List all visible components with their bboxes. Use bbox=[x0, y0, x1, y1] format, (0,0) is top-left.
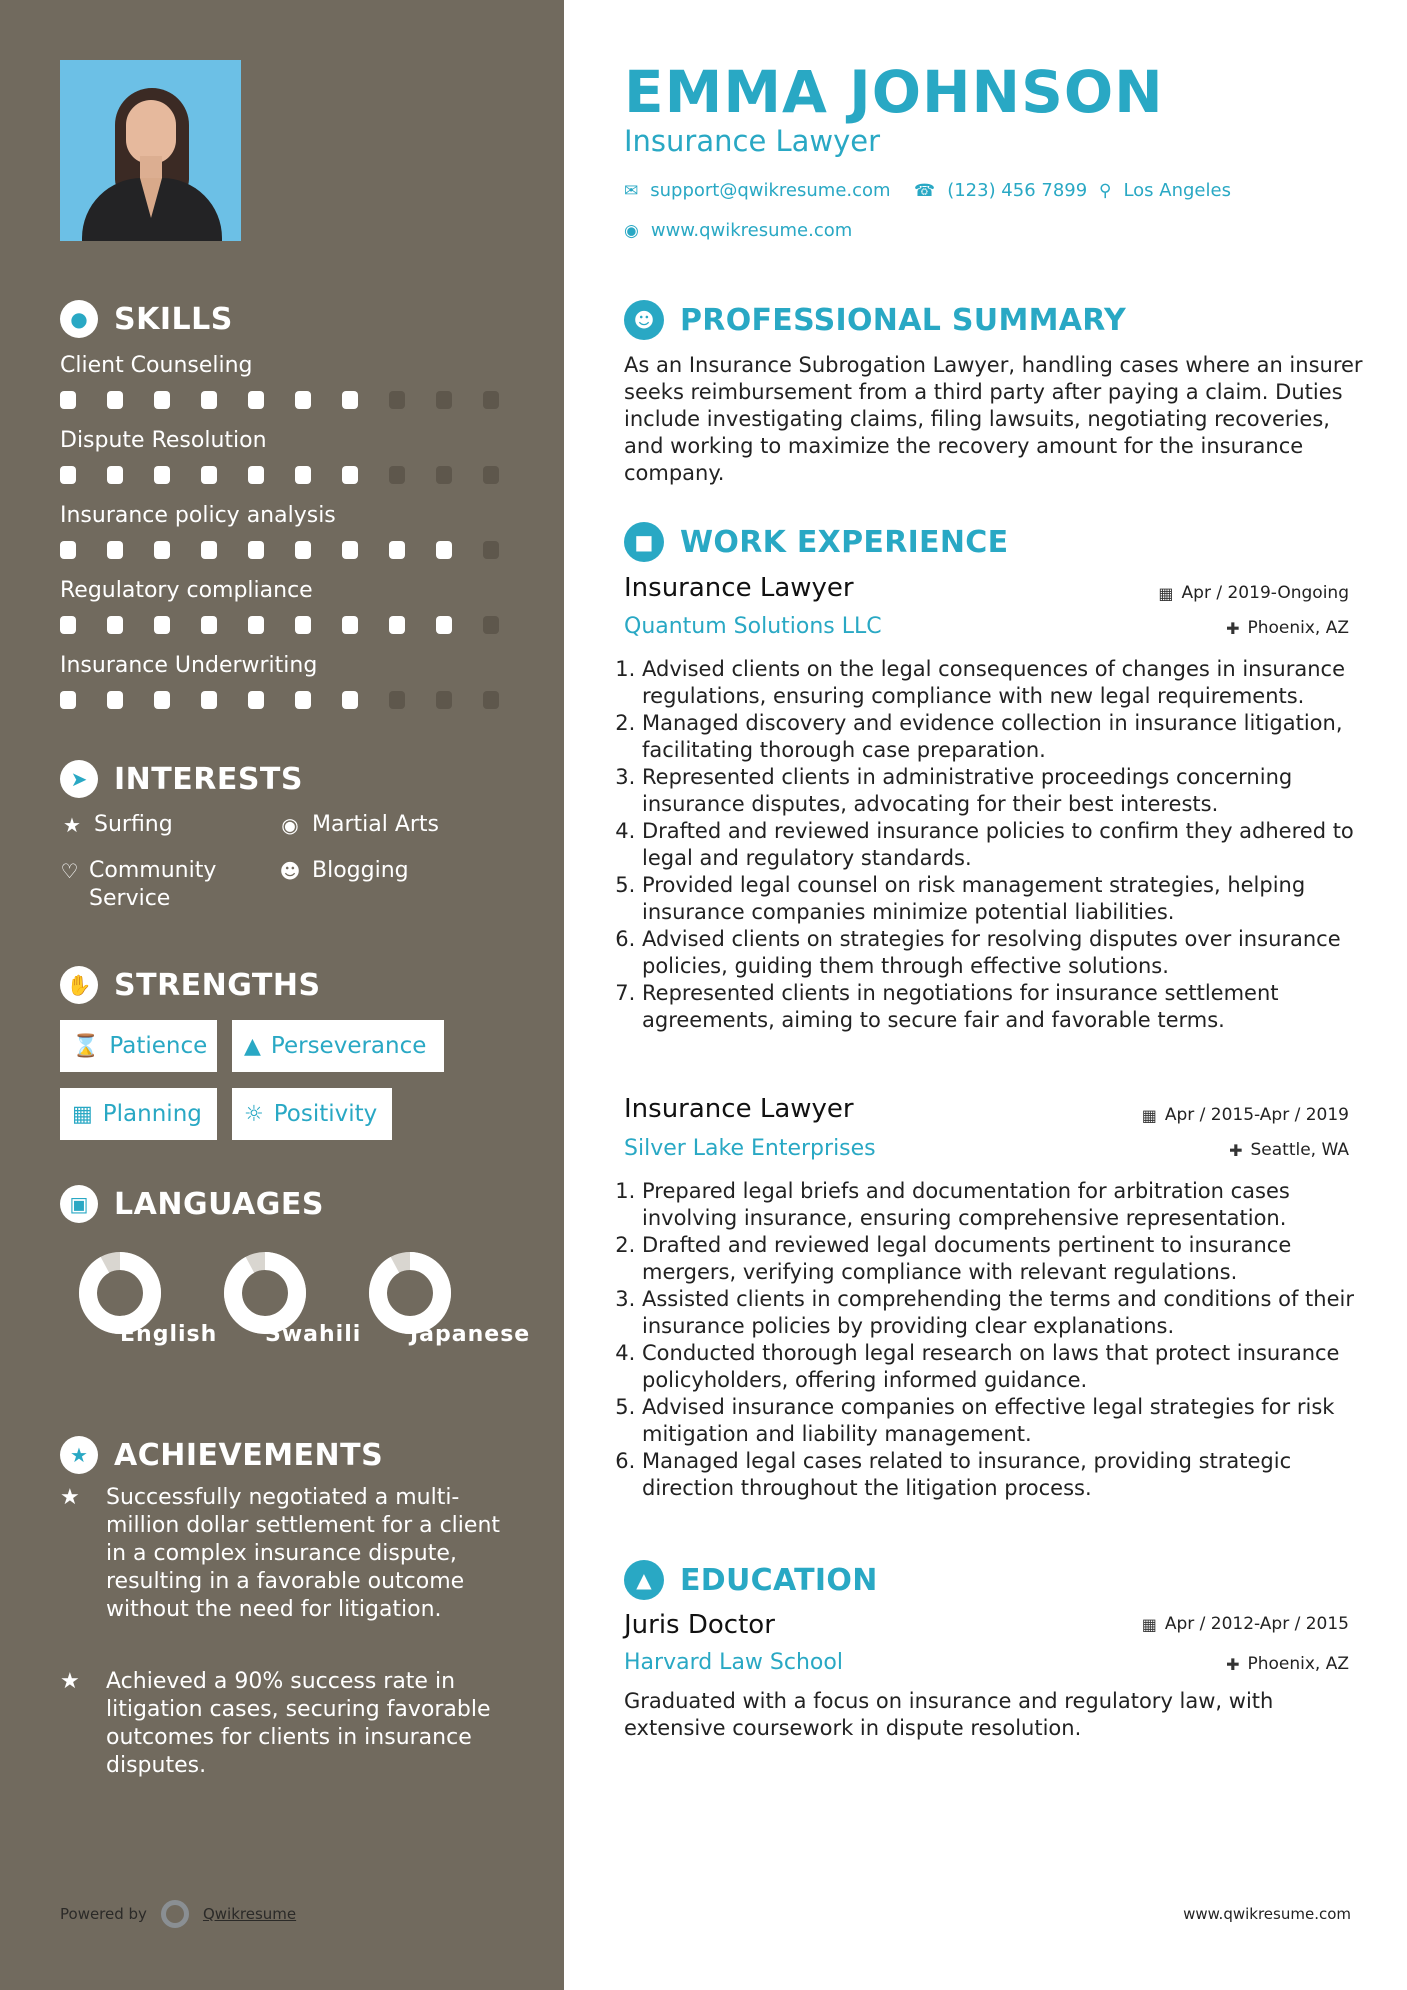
skill-dot bbox=[60, 541, 76, 559]
skill-dot bbox=[107, 541, 123, 559]
interest-item: ◉ Martial Arts bbox=[278, 811, 439, 839]
skill-rating bbox=[60, 616, 499, 634]
skill-dot bbox=[389, 691, 405, 709]
briefcase-icon: ■ bbox=[624, 522, 664, 562]
experience-heading: ■ WORK EXPERIENCE bbox=[624, 522, 1008, 562]
skill-dot bbox=[107, 616, 123, 634]
strength-tag: ⌛ Patience bbox=[60, 1020, 217, 1072]
skill-dot bbox=[342, 616, 358, 634]
skill-dot bbox=[201, 541, 217, 559]
shooting-star-icon: ★ bbox=[60, 1485, 80, 1510]
achievements-heading: ★ ACHIEVEMENTS bbox=[60, 1436, 383, 1474]
globe-icon: ◉ bbox=[281, 813, 299, 837]
calendar-icon: ▦ bbox=[1141, 1614, 1157, 1634]
skill-dot bbox=[154, 616, 170, 634]
skill-dot bbox=[389, 541, 405, 559]
skill-dot bbox=[342, 466, 358, 484]
job-bullet: 1. Advised clients on the legal consequences of changes in insurance regulations, ensuring compliance with new legal requirements. bbox=[642, 656, 1374, 710]
language-icon: ▣ bbox=[60, 1185, 98, 1223]
strength-tag: ▲ Perseverance bbox=[232, 1020, 444, 1072]
skill-label: Regulatory compliance bbox=[60, 578, 313, 603]
sun-icon: ☼ bbox=[244, 1101, 264, 1127]
skill-dot bbox=[342, 541, 358, 559]
strength-tag: ☼ Positivity bbox=[232, 1088, 392, 1140]
interests-heading: ➤ INTERESTS bbox=[60, 760, 303, 798]
skills-heading: ● SKILLS bbox=[60, 300, 233, 338]
pin-icon: ✚ bbox=[1229, 1140, 1243, 1160]
skill-dot bbox=[295, 466, 311, 484]
school: Harvard Law School bbox=[624, 1650, 843, 1675]
education-heading: ▲ EDUCATION bbox=[624, 1560, 878, 1600]
pin-icon: ✚ bbox=[1226, 618, 1240, 638]
contact-email[interactable]: ✉ support@qwikresume.com bbox=[624, 180, 891, 201]
shooting-star-icon: ★ bbox=[60, 1669, 80, 1694]
skill-dot bbox=[436, 616, 452, 634]
skill-dot bbox=[60, 391, 76, 409]
skill-dot bbox=[483, 616, 499, 634]
road-icon: ▲ bbox=[244, 1033, 261, 1059]
skill-dot bbox=[436, 541, 452, 559]
skill-dot bbox=[201, 391, 217, 409]
job-bullet: 4. Conducted thorough legal research on laws that protect insurance policyholders, offering informed guidance. bbox=[642, 1340, 1374, 1394]
skill-dot bbox=[248, 616, 264, 634]
envelope-icon: ✉ bbox=[624, 180, 639, 201]
job-title: Insurance Lawyer bbox=[624, 573, 854, 603]
lightbulb-icon: ● bbox=[60, 300, 98, 338]
skill-dot bbox=[483, 466, 499, 484]
skill-dot bbox=[201, 616, 217, 634]
summary-heading: ☻ PROFESSIONAL SUMMARY bbox=[624, 300, 1126, 340]
languages-heading: ▣ LANGUAGES bbox=[60, 1185, 324, 1223]
skill-dot bbox=[295, 616, 311, 634]
language-item: Japanese bbox=[350, 1250, 470, 1336]
skill-dot bbox=[295, 541, 311, 559]
job-bullet: 5. Provided legal counsel on risk management strategies, helping insurance companies minimize potential liabilities. bbox=[642, 872, 1374, 926]
pin-icon: ✚ bbox=[1226, 1654, 1240, 1674]
map-pin-icon: ⚲ bbox=[1099, 180, 1112, 201]
skill-dot bbox=[436, 691, 452, 709]
job-bullet: 5. Advised insurance companies on effective legal strategies for risk mitigation and liability management. bbox=[642, 1394, 1374, 1448]
star-icon: ★ bbox=[63, 813, 81, 837]
heart-icon: ♡ bbox=[60, 859, 79, 883]
interest-item: ♡ Community Service bbox=[60, 858, 217, 911]
contact-phone[interactable]: ☎ (123) 456 7899 bbox=[914, 180, 1088, 201]
language-item: Swahili bbox=[205, 1250, 325, 1336]
profile-photo bbox=[60, 60, 241, 241]
summary-text: As an Insurance Subrogation Lawyer, handling cases where an insurer seeks reimbursement from a third party after paying a claim. Duties include investigating claims, filing lawsuits, negotiating recoveries, and working to maximize the recovery amount for the insurance company. bbox=[624, 353, 1363, 485]
interest-item: ★ Surfing bbox=[60, 811, 173, 839]
job-bullet: 2. Managed discovery and evidence collection in insurance litigation, facilitating thorough case preparation. bbox=[642, 710, 1374, 764]
fist-icon: ✋ bbox=[60, 966, 98, 1004]
users-icon: ☻ bbox=[279, 859, 301, 883]
skill-rating bbox=[60, 691, 499, 709]
user-icon: ☻ bbox=[624, 300, 664, 340]
skill-dot bbox=[154, 466, 170, 484]
job-bullet: 3. Represented clients in administrative proceedings concerning insurance disputes, advocating for their best interests. bbox=[642, 764, 1374, 818]
candidate-name: EMMA JOHNSON bbox=[624, 58, 1164, 126]
language-item: English bbox=[60, 1250, 180, 1336]
job-bullet: 1. Prepared legal briefs and documentation for arbitration cases involving insurance, ensuring comprehensive representation. bbox=[642, 1178, 1374, 1232]
brand-link[interactable]: Qwikresume bbox=[202, 1905, 297, 1923]
skill-dot bbox=[107, 391, 123, 409]
skill-dot bbox=[389, 391, 405, 409]
calendar-icon: ▦ bbox=[72, 1101, 93, 1127]
skill-dot bbox=[342, 691, 358, 709]
job-company: Quantum Solutions LLC bbox=[624, 614, 882, 639]
sidebar bbox=[0, 0, 564, 1990]
skill-dot bbox=[201, 466, 217, 484]
contact-website[interactable]: ◉ www.qwikresume.com bbox=[624, 220, 853, 241]
education-location: ✚ Phoenix, AZ bbox=[1226, 1654, 1349, 1674]
qwikresume-logo-icon bbox=[161, 1900, 189, 1928]
skill-dot bbox=[248, 466, 264, 484]
strength-tag: ▦ Planning bbox=[60, 1088, 217, 1140]
job-bullet: 4. Drafted and reviewed insurance policies to confirm they adhered to legal and regulatory standards. bbox=[642, 818, 1374, 872]
calendar-icon: ▦ bbox=[1141, 1105, 1157, 1125]
skill-dot bbox=[248, 691, 264, 709]
skill-dot bbox=[295, 691, 311, 709]
skill-rating bbox=[60, 391, 499, 409]
skill-dot bbox=[295, 391, 311, 409]
job-date: ▦ Apr / 2019-Ongoing bbox=[1158, 583, 1349, 603]
globe-icon: ◉ bbox=[624, 220, 639, 241]
job-bullet: 2. Drafted and reviewed legal documents pertinent to insurance mergers, verifying compliance with relevant regulations. bbox=[642, 1232, 1374, 1286]
job-bullets bbox=[624, 1178, 1374, 1502]
skill-dot bbox=[248, 391, 264, 409]
skill-rating bbox=[60, 466, 499, 484]
job-bullets bbox=[624, 656, 1374, 1034]
candidate-role: Insurance Lawyer bbox=[624, 124, 881, 158]
skill-dot bbox=[389, 466, 405, 484]
main-content bbox=[564, 0, 1407, 1990]
skill-dot bbox=[60, 616, 76, 634]
skill-dot bbox=[107, 691, 123, 709]
skill-rating bbox=[60, 541, 499, 559]
skill-dot bbox=[201, 691, 217, 709]
job-bullet: 6. Managed legal cases related to insurance, providing strategic direction throughout the litigation process. bbox=[642, 1448, 1374, 1502]
trophy-icon: ★ bbox=[60, 1436, 98, 1474]
powered-by: Powered by Qwikresume bbox=[60, 1900, 296, 1928]
skill-dot bbox=[60, 466, 76, 484]
skill-dot bbox=[248, 541, 264, 559]
skill-dot bbox=[154, 391, 170, 409]
job-bullet: 3. Assisted clients in comprehending the terms and conditions of their insurance policies by providing clear explanations. bbox=[642, 1286, 1374, 1340]
education-date: ▦ Apr / 2012-Apr / 2015 bbox=[1141, 1614, 1349, 1634]
skill-label: Insurance policy analysis bbox=[60, 503, 336, 528]
contact-location: ⚲ Los Angeles bbox=[1099, 180, 1231, 201]
skill-dot bbox=[154, 691, 170, 709]
skill-label: Dispute Resolution bbox=[60, 428, 267, 453]
skill-dot bbox=[60, 691, 76, 709]
job-company: Silver Lake Enterprises bbox=[624, 1136, 876, 1161]
strengths-heading: ✋ STRENGTHS bbox=[60, 966, 321, 1004]
skill-dot bbox=[389, 616, 405, 634]
degree: Juris Doctor bbox=[624, 1610, 775, 1640]
skill-dot bbox=[436, 391, 452, 409]
skill-dot bbox=[483, 691, 499, 709]
education-text: Graduated with a focus on insurance and regulatory law, with extensive coursework in dispute resolution. bbox=[624, 1689, 1274, 1740]
calendar-icon: ▦ bbox=[1158, 583, 1174, 603]
job-title: Insurance Lawyer bbox=[624, 1094, 854, 1124]
skill-dot bbox=[107, 466, 123, 484]
job-bullet: 6. Advised clients on strategies for resolving disputes over insurance policies, guiding them through effective solutions. bbox=[642, 926, 1374, 980]
graduation-cap-icon: ▲ bbox=[624, 1560, 664, 1600]
skill-label: Insurance Underwriting bbox=[60, 653, 318, 678]
skill-dot bbox=[154, 541, 170, 559]
skill-dot bbox=[342, 391, 358, 409]
skill-dot bbox=[483, 541, 499, 559]
skill-label: Client Counseling bbox=[60, 353, 253, 378]
job-location: ✚ Seattle, WA bbox=[1229, 1140, 1349, 1160]
skill-dot bbox=[436, 466, 452, 484]
job-date: ▦ Apr / 2015-Apr / 2019 bbox=[1141, 1105, 1349, 1125]
footer-url[interactable]: www.qwikresume.com bbox=[1183, 1905, 1351, 1923]
paper-plane-icon: ➤ bbox=[60, 760, 98, 798]
interest-item: ☻ Blogging bbox=[279, 858, 409, 883]
phone-icon: ☎ bbox=[914, 180, 936, 201]
skill-dot bbox=[483, 391, 499, 409]
hourglass-icon: ⌛ bbox=[72, 1033, 100, 1059]
job-location: ✚ Phoenix, AZ bbox=[1226, 618, 1349, 638]
job-bullet: 7. Represented clients in negotiations for insurance settlement agreements, aiming to secure fair and favorable terms. bbox=[642, 980, 1374, 1034]
achievement-item: ★ Successfully negotiated a multi-million dollar settlement for a client in a complex insurance dispute, resulting in a favorable outcome without the need for litigation. bbox=[60, 1485, 501, 1622]
achievement-item: ★ Achieved a 90% success rate in litigation cases, securing favorable outcomes for clients in insurance disputes. bbox=[60, 1669, 491, 1778]
